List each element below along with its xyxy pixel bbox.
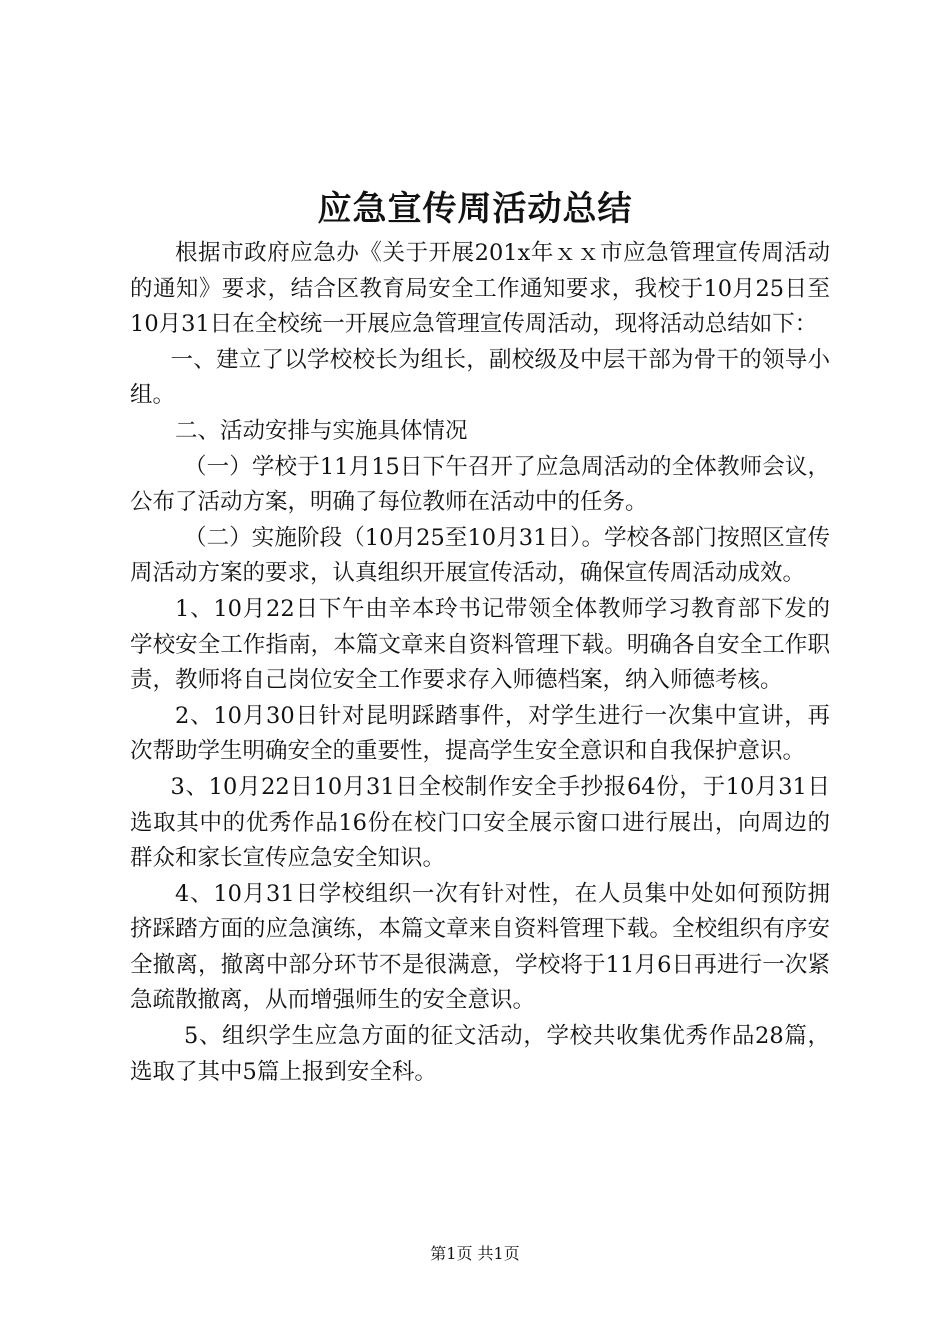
item-2-paragraph: 2、10月30日针对昆明踩踏事件，对学生进行一次集中宣讲，再次帮助学生明确安全的重要性，提高学生安全意识和自我保护意识。 xyxy=(130,702,830,765)
item-4-paragraph: 4、10月31日学校组织一次有针对性，在人员集中处如何预防拥挤踩踏方面的应急演练，本篇文章来自资料管理下载。全校组织有序安全撤离，撤离中部分环节不是很满意，学校将于11月6日再进行一次紧急疏散撤离，从而增强师生的安全意识。 xyxy=(130,880,830,1014)
document-title: 应急宣传周活动总结 xyxy=(317,189,633,229)
intro-paragraph: 根据市政府应急办《关于开展201x年ｘｘ市应急管理宣传周活动的通知》要求，结合区教育局安全工作通知要求，我校于10月25日至10月31日在全校统一开展应急管理宣传周活动，现将活动总结如下： xyxy=(130,240,830,338)
page-footer: 第1页 共1页 xyxy=(430,1244,520,1263)
subsection-1-paragraph: （一）学校于11月15日下午召开了应急周活动的全体教师会议，公布了活动方案，明确了每位教师在活动中的任务。 xyxy=(130,453,830,516)
item-3-paragraph: 3、10月22日10月31日全校制作安全手抄报64份，于10月31日选取其中的优秀作品16份在校门口安全展示窗口进行展出，向周边的群众和家长宣传应急安全知识。 xyxy=(130,773,830,872)
section-1-paragraph: 一、建立了以学校校长为组长，副校级及中层干部为骨干的领导小组。 xyxy=(130,346,830,409)
section-2-heading: 二、活动安排与实施具体情况 xyxy=(175,417,468,444)
item-1-paragraph: 1、10月22日下午由辛本玲书记带领全体教师学习教育部下发的学校安全工作指南，本篇文章来自资料管理下载。明确各自安全工作职责，教师将自己岗位安全工作要求存入师德档案，纳入师德考核。 xyxy=(130,595,830,694)
subsection-2-paragraph: （二）实施阶段（10月25至10月31日）。学校各部门按照区宣传周活动方案的要求，认真组织开展宣传活动，确保宣传周活动成效。 xyxy=(130,524,830,587)
item-5-paragraph: 5、组织学生应急方面的征文活动，学校共收集优秀作品28篇，选取了其中5篇上报到安全科。 xyxy=(130,1023,830,1085)
document-body xyxy=(130,236,830,1090)
